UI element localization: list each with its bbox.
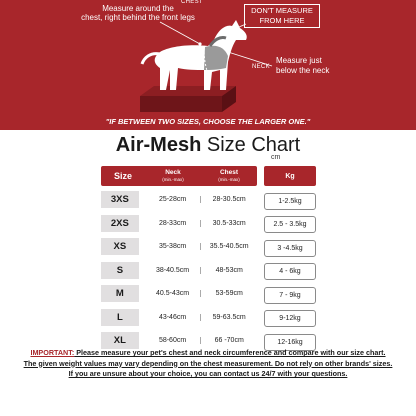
note-line1-text: Please measure your pet's chest and neck circumference and compare with our size chart. <box>74 348 386 357</box>
header-neck-label: Neck <box>165 169 181 176</box>
neck-instruction <box>276 56 356 76</box>
weight-column <box>264 166 316 351</box>
header-chest-sub: (min.-max) <box>218 177 240 182</box>
table-row <box>101 237 257 257</box>
kg-cell: 1-2.5kg <box>264 193 316 210</box>
table-row <box>101 308 257 328</box>
table-row <box>101 261 257 281</box>
chest-cell: 59-63.5cm <box>200 314 257 321</box>
neck-cell: 40.5-43cm <box>156 290 190 298</box>
chest-cell: 53-59cm <box>200 290 257 297</box>
title-bold: Air-Mesh <box>115 134 202 156</box>
neck-instruction-line2: below the neck <box>276 66 330 75</box>
header-size: Size <box>113 170 132 181</box>
chest-cell: 66 -70cm <box>200 337 257 344</box>
neck-cell: 35-38cm <box>158 243 187 251</box>
page-title <box>0 134 416 161</box>
important-label: IMPORTANT: <box>30 348 75 357</box>
dont-measure-line2: FROM HERE <box>259 16 305 25</box>
table-row <box>101 214 257 234</box>
size-cell: M <box>101 285 139 302</box>
chest-cell: 30.5-33cm <box>200 220 257 227</box>
chest-cell: 28-30.5cm <box>200 196 257 203</box>
neck-cell: 43-46cm <box>158 313 187 321</box>
important-notes <box>0 348 416 380</box>
kg-cell: 7 - 9kg <box>264 287 316 304</box>
note-line2: The given weight values may vary depending on the chest measurement. Do not rely on other brands' sizes. <box>23 358 393 368</box>
kg-cell: 9-12kg <box>264 310 316 327</box>
size-cell: 3XS <box>101 191 139 208</box>
dont-measure-line1: DON'T MEASURE <box>251 6 313 15</box>
chest-instruction <box>73 0 203 22</box>
kg-cell: 12-16kg <box>264 334 316 351</box>
size-cell: XS <box>101 238 139 255</box>
table-row <box>101 284 257 304</box>
size-cell: 2XS <box>101 215 139 232</box>
neck-cell: 38-40.5cm <box>156 266 190 274</box>
header-kg: Kg <box>264 166 316 186</box>
kg-cell: 4 - 6kg <box>264 263 316 280</box>
table-row <box>101 190 257 210</box>
chest-tag: CHEST <box>181 0 203 5</box>
chest-instruction-line2: chest, right behind the front legs <box>81 13 195 22</box>
chest-instruction-line1: Measure around the <box>102 4 174 13</box>
size-table <box>101 166 257 351</box>
table-header <box>101 166 257 186</box>
neck-cell: 58-60cm <box>158 337 187 345</box>
dont-measure-box <box>244 4 320 28</box>
neck-cell: 28-33cm <box>158 219 187 227</box>
neck-tag: NECK <box>252 64 270 70</box>
neck-cell: 25-28cm <box>158 196 187 204</box>
header-neck-sub: (min.-max) <box>162 177 184 182</box>
chest-cell: 35.5-40.5cm <box>200 243 257 250</box>
kg-cell: 3 -4.5kg <box>264 240 316 257</box>
chest-cell: 48-53cm <box>200 267 257 274</box>
size-choice-note: "IF BETWEEN TWO SIZES, CHOOSE THE LARGER ONE." <box>105 117 311 126</box>
kg-cell: 2.5 - 3.5kg <box>264 216 316 233</box>
header-neck <box>145 166 201 186</box>
note-line3: If you are unsure about your choice, you can contact us 24/7 with your questions. <box>68 369 348 378</box>
size-cell: S <box>101 262 139 279</box>
note-line1 <box>0 348 416 359</box>
size-cell: L <box>101 309 139 326</box>
title-rest: Size Chart <box>201 134 301 156</box>
size-cell: XL <box>101 332 139 349</box>
header-banner <box>0 0 416 130</box>
unit-label: cm <box>271 154 281 161</box>
header-chest-label: Chest <box>219 169 239 176</box>
neck-instruction-line1: Measure just <box>276 56 322 65</box>
header-chest <box>201 166 257 186</box>
